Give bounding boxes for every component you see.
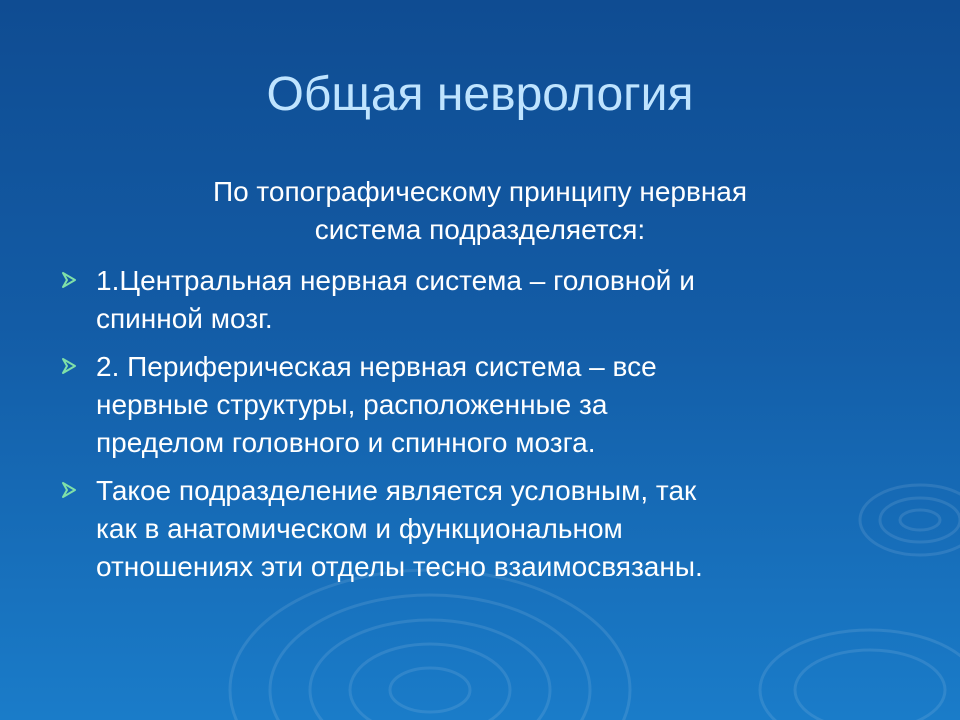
bullet-line: пределом головного и спинного мозга. (96, 427, 596, 458)
bullet-line: 1.Центральная нервная система – головной и (96, 265, 695, 296)
chevron-arrow-icon (60, 357, 78, 375)
bullet-list (60, 262, 920, 596)
slide-title: Общая неврология (266, 68, 694, 121)
bullet-line: Такое подразделение является условным, так (96, 475, 697, 506)
intro-text (0, 173, 960, 249)
bullet-line: спинной мозг. (96, 303, 273, 334)
bullet-item (60, 472, 920, 586)
bullet-line: 2. Периферическая нервная система – все (96, 351, 657, 382)
chevron-arrow-icon (60, 481, 78, 499)
intro-line: По топографическому принципу нервная (212, 176, 748, 207)
bullet-line: как в анатомическом и функциональном (96, 513, 623, 544)
chevron-arrow-icon (60, 271, 78, 289)
bullet-line: нервные структуры, расположенные за (96, 389, 608, 420)
bullet-line: отношениях эти отделы тесно взаимосвязаны. (96, 551, 703, 582)
intro-line: система подразделяется: (314, 214, 646, 245)
bullet-item (60, 262, 920, 338)
bullet-item (60, 348, 920, 462)
